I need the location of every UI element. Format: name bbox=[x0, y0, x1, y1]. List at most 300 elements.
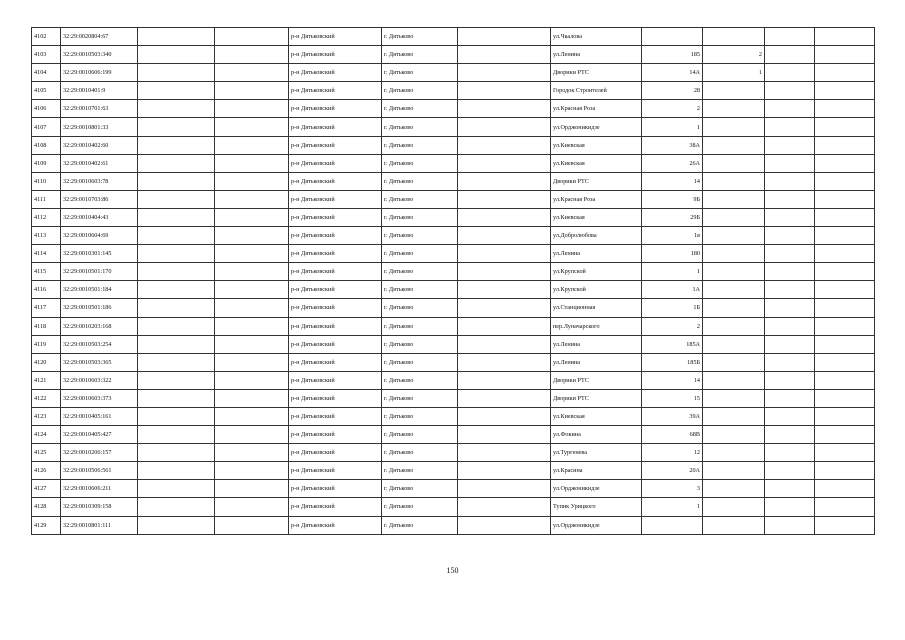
table-cell bbox=[765, 245, 815, 263]
table-cell: 1 bbox=[642, 263, 703, 281]
table-cell: ул.Киевская bbox=[551, 407, 642, 425]
table-cell bbox=[815, 46, 875, 64]
table-row bbox=[32, 498, 875, 516]
table-cell bbox=[138, 28, 215, 46]
table-cell: 4128 bbox=[32, 498, 61, 516]
table-cell: г. Дятьково bbox=[382, 136, 458, 154]
table-cell: 4104 bbox=[32, 64, 61, 82]
table-cell bbox=[138, 444, 215, 462]
table-cell bbox=[215, 335, 289, 353]
table-cell bbox=[703, 480, 765, 498]
table-cell bbox=[703, 317, 765, 335]
table-cell bbox=[765, 100, 815, 118]
table-cell bbox=[215, 407, 289, 425]
table-cell bbox=[703, 516, 765, 534]
table-cell bbox=[215, 227, 289, 245]
table-cell bbox=[765, 64, 815, 82]
table-cell bbox=[215, 462, 289, 480]
table-cell: г. Дятьково bbox=[382, 46, 458, 64]
table-cell bbox=[815, 64, 875, 82]
table-cell bbox=[765, 299, 815, 317]
table-cell bbox=[815, 371, 875, 389]
table-cell bbox=[765, 281, 815, 299]
table-cell: р-н Дятьковский bbox=[289, 263, 382, 281]
table-cell: 2 bbox=[703, 46, 765, 64]
table-cell: г. Дятьково bbox=[382, 227, 458, 245]
table-cell bbox=[765, 407, 815, 425]
table-cell bbox=[138, 82, 215, 100]
table-cell: ул.Орджоникидзе bbox=[551, 516, 642, 534]
table-cell: р-н Дятьковский bbox=[289, 136, 382, 154]
table-cell bbox=[765, 317, 815, 335]
table-cell bbox=[703, 389, 765, 407]
table-cell bbox=[458, 353, 551, 371]
table-cell: ул.Ленина bbox=[551, 46, 642, 64]
table-cell: 32:29:0010404:43 bbox=[61, 208, 138, 226]
table-cell bbox=[215, 498, 289, 516]
table-cell: 4111 bbox=[32, 190, 61, 208]
table-cell bbox=[458, 100, 551, 118]
table-cell bbox=[458, 64, 551, 82]
table-cell bbox=[703, 208, 765, 226]
table-cell: 32:29:0010503:254 bbox=[61, 335, 138, 353]
table-cell: пер.Луначарского bbox=[551, 317, 642, 335]
table-cell: 28 bbox=[642, 82, 703, 100]
table-cell bbox=[458, 227, 551, 245]
table-cell bbox=[815, 407, 875, 425]
table-cell bbox=[765, 371, 815, 389]
table-cell bbox=[215, 299, 289, 317]
table-cell: г. Дятьково bbox=[382, 317, 458, 335]
table-cell bbox=[458, 516, 551, 534]
table-cell: 32:29:0010402:61 bbox=[61, 154, 138, 172]
table-cell: р-н Дятьковский bbox=[289, 353, 382, 371]
table-row bbox=[32, 371, 875, 389]
table-row bbox=[32, 46, 875, 64]
table-cell: 1 bbox=[642, 118, 703, 136]
table-cell: 32:29:0010501:186 bbox=[61, 299, 138, 317]
table-cell: 32:29:0010604:69 bbox=[61, 227, 138, 245]
table-cell bbox=[458, 154, 551, 172]
table-cell bbox=[703, 498, 765, 516]
table-cell bbox=[703, 245, 765, 263]
table-cell: р-н Дятьковский bbox=[289, 100, 382, 118]
table-cell bbox=[458, 46, 551, 64]
table-cell: ул.Красная Роза bbox=[551, 190, 642, 208]
table-cell bbox=[765, 46, 815, 64]
table-cell bbox=[815, 82, 875, 100]
table-cell: ул.Добролюбова bbox=[551, 227, 642, 245]
table-cell: 32:29:0010603:373 bbox=[61, 389, 138, 407]
table-cell: 14 bbox=[642, 172, 703, 190]
table-cell bbox=[815, 172, 875, 190]
table-cell: 32:29:0010801:111 bbox=[61, 516, 138, 534]
table-row bbox=[32, 444, 875, 462]
table-cell bbox=[815, 516, 875, 534]
table-cell bbox=[703, 407, 765, 425]
table-cell bbox=[815, 498, 875, 516]
table-cell bbox=[138, 263, 215, 281]
table-row bbox=[32, 190, 875, 208]
table-cell bbox=[138, 407, 215, 425]
table-cell bbox=[815, 263, 875, 281]
table-cell: ул.Ленина bbox=[551, 353, 642, 371]
table-cell: Дворики РТС bbox=[551, 371, 642, 389]
table-cell: г. Дятьково bbox=[382, 28, 458, 46]
table-cell bbox=[765, 335, 815, 353]
table-cell: 15 bbox=[642, 389, 703, 407]
table-cell: 12 bbox=[642, 444, 703, 462]
table-cell bbox=[815, 245, 875, 263]
table-cell bbox=[765, 444, 815, 462]
table-cell: 32:29:0010506:561 bbox=[61, 462, 138, 480]
table-cell bbox=[458, 190, 551, 208]
table-cell bbox=[765, 190, 815, 208]
table-row bbox=[32, 281, 875, 299]
table-cell: 32:29:0010301:145 bbox=[61, 245, 138, 263]
table-cell: г. Дятьково bbox=[382, 480, 458, 498]
table-cell bbox=[703, 299, 765, 317]
table-row bbox=[32, 136, 875, 154]
table-cell bbox=[458, 245, 551, 263]
table-cell: р-н Дятьковский bbox=[289, 317, 382, 335]
table-cell: 29Б bbox=[642, 208, 703, 226]
table-cell bbox=[458, 208, 551, 226]
table-cell: 4113 bbox=[32, 227, 61, 245]
table-cell bbox=[765, 227, 815, 245]
table-cell: 185 bbox=[642, 46, 703, 64]
table-cell: 1Б bbox=[642, 299, 703, 317]
table-cell: ул.Ленина bbox=[551, 335, 642, 353]
table-cell: г. Дятьково bbox=[382, 263, 458, 281]
table-cell: г. Дятьково bbox=[382, 335, 458, 353]
table-cell: ул.Красина bbox=[551, 462, 642, 480]
table-cell: г. Дятьково bbox=[382, 281, 458, 299]
table-cell bbox=[215, 317, 289, 335]
table-cell bbox=[765, 136, 815, 154]
table-cell bbox=[815, 118, 875, 136]
table-cell: ул.Ленина bbox=[551, 245, 642, 263]
table-row bbox=[32, 118, 875, 136]
table-cell bbox=[138, 172, 215, 190]
table-cell bbox=[765, 498, 815, 516]
table-cell: 4127 bbox=[32, 480, 61, 498]
table-cell bbox=[458, 480, 551, 498]
table-cell: 4120 bbox=[32, 353, 61, 371]
table-cell: г. Дятьково bbox=[382, 154, 458, 172]
table-cell: 14А bbox=[642, 64, 703, 82]
table-cell: г. Дятьково bbox=[382, 82, 458, 100]
table-cell bbox=[215, 172, 289, 190]
table-cell: 32:29:0010501:170 bbox=[61, 263, 138, 281]
table-cell bbox=[215, 28, 289, 46]
table-cell bbox=[703, 426, 765, 444]
table-cell bbox=[642, 28, 703, 46]
table-cell bbox=[815, 444, 875, 462]
table-cell bbox=[458, 462, 551, 480]
table-cell bbox=[765, 462, 815, 480]
table-cell: 32:29:0010606:211 bbox=[61, 480, 138, 498]
table-cell bbox=[815, 28, 875, 46]
table-cell bbox=[215, 426, 289, 444]
table-row bbox=[32, 82, 875, 100]
table-cell bbox=[815, 353, 875, 371]
table-cell bbox=[458, 426, 551, 444]
table-cell: 14 bbox=[642, 371, 703, 389]
table-cell: Тупик Урицкого bbox=[551, 498, 642, 516]
table-cell: 4124 bbox=[32, 426, 61, 444]
table-row bbox=[32, 353, 875, 371]
table-cell bbox=[138, 227, 215, 245]
table-cell bbox=[138, 100, 215, 118]
table-cell: г. Дятьково bbox=[382, 462, 458, 480]
table-cell: 1 bbox=[642, 498, 703, 516]
table-cell: 4125 bbox=[32, 444, 61, 462]
table-row bbox=[32, 154, 875, 172]
table-cell bbox=[138, 480, 215, 498]
table-cell: 68В bbox=[642, 426, 703, 444]
table-cell: Дворики РТС bbox=[551, 389, 642, 407]
table-cell: 185Б bbox=[642, 353, 703, 371]
table-cell: ул.Киевская bbox=[551, 136, 642, 154]
table-row bbox=[32, 263, 875, 281]
table-cell bbox=[765, 263, 815, 281]
table-row bbox=[32, 516, 875, 534]
table-cell: р-н Дятьковский bbox=[289, 28, 382, 46]
table-cell bbox=[815, 389, 875, 407]
table-row bbox=[32, 28, 875, 46]
table-cell: р-н Дятьковский bbox=[289, 335, 382, 353]
table-cell: р-н Дятьковский bbox=[289, 516, 382, 534]
table-cell: р-н Дятьковский bbox=[289, 281, 382, 299]
table-row bbox=[32, 462, 875, 480]
table-cell bbox=[765, 480, 815, 498]
table-cell bbox=[703, 154, 765, 172]
table-cell: р-н Дятьковский bbox=[289, 82, 382, 100]
table-cell: ул.Чкалова bbox=[551, 28, 642, 46]
table-cell bbox=[815, 317, 875, 335]
table-cell bbox=[215, 516, 289, 534]
table-cell: 185А bbox=[642, 335, 703, 353]
table-cell bbox=[815, 154, 875, 172]
table-cell bbox=[765, 172, 815, 190]
table-cell: 4117 bbox=[32, 299, 61, 317]
table-cell bbox=[138, 190, 215, 208]
table-cell: 32:29:0010501:184 bbox=[61, 281, 138, 299]
table-cell bbox=[215, 245, 289, 263]
table-cell bbox=[765, 154, 815, 172]
table-cell: Дворики РТС bbox=[551, 64, 642, 82]
table-cell: 9Б bbox=[642, 190, 703, 208]
table-cell: ул.Орджоникидзе bbox=[551, 480, 642, 498]
table-cell: ул.Крупской bbox=[551, 263, 642, 281]
table-cell bbox=[138, 208, 215, 226]
table-row bbox=[32, 245, 875, 263]
table-cell bbox=[815, 462, 875, 480]
table-cell bbox=[458, 335, 551, 353]
table-cell bbox=[703, 462, 765, 480]
table-cell: 32:29:0010405:161 bbox=[61, 407, 138, 425]
table-cell: 4114 bbox=[32, 245, 61, 263]
register-rows bbox=[32, 28, 875, 535]
table-cell bbox=[765, 208, 815, 226]
register-table bbox=[31, 27, 875, 535]
table-cell: ул.Киевская bbox=[551, 208, 642, 226]
table-cell: р-н Дятьковский bbox=[289, 498, 382, 516]
table-cell bbox=[215, 82, 289, 100]
table-cell bbox=[765, 28, 815, 46]
table-cell bbox=[703, 82, 765, 100]
table-cell bbox=[215, 118, 289, 136]
table-cell: г. Дятьково bbox=[382, 389, 458, 407]
table-cell: 1 bbox=[703, 64, 765, 82]
table-cell bbox=[138, 136, 215, 154]
table-cell: 2 bbox=[642, 100, 703, 118]
table-cell bbox=[815, 426, 875, 444]
table-cell: 32:29:0010606:199 bbox=[61, 64, 138, 82]
table-cell: 4110 bbox=[32, 172, 61, 190]
table-cell bbox=[703, 227, 765, 245]
table-cell bbox=[815, 480, 875, 498]
table-cell bbox=[458, 172, 551, 190]
table-cell: р-н Дятьковский bbox=[289, 426, 382, 444]
table-cell: г. Дятьково bbox=[382, 245, 458, 263]
table-cell bbox=[458, 444, 551, 462]
table-cell: р-н Дятьковский bbox=[289, 118, 382, 136]
table-cell bbox=[138, 462, 215, 480]
table-cell bbox=[138, 353, 215, 371]
table-cell bbox=[642, 516, 703, 534]
table-row bbox=[32, 317, 875, 335]
table-cell: 38А bbox=[642, 136, 703, 154]
table-cell bbox=[815, 136, 875, 154]
table-cell: р-н Дятьковский bbox=[289, 371, 382, 389]
table-cell bbox=[215, 263, 289, 281]
table-cell bbox=[458, 82, 551, 100]
table-cell: 32:29:0010701:63 bbox=[61, 100, 138, 118]
table-cell: 4103 bbox=[32, 46, 61, 64]
table-cell bbox=[458, 407, 551, 425]
table-cell: 4107 bbox=[32, 118, 61, 136]
table-cell bbox=[138, 389, 215, 407]
table-cell: 3 bbox=[642, 480, 703, 498]
table-cell: 32:29:0010503:340 bbox=[61, 46, 138, 64]
table-cell: ул.Фокина bbox=[551, 426, 642, 444]
table-cell: 4123 bbox=[32, 407, 61, 425]
table-cell: 32:29:0010503:365 bbox=[61, 353, 138, 371]
table-cell bbox=[815, 335, 875, 353]
table-cell: 4102 bbox=[32, 28, 61, 46]
table-cell: р-н Дятьковский bbox=[289, 46, 382, 64]
table-cell: 1А bbox=[642, 281, 703, 299]
table-cell: г. Дятьково bbox=[382, 100, 458, 118]
table-cell bbox=[765, 389, 815, 407]
table-cell: 4106 bbox=[32, 100, 61, 118]
table-cell: р-н Дятьковский bbox=[289, 208, 382, 226]
table-cell: 32:29:0010206:157 bbox=[61, 444, 138, 462]
table-cell bbox=[458, 371, 551, 389]
table-cell bbox=[215, 208, 289, 226]
table-cell: р-н Дятьковский bbox=[289, 462, 382, 480]
table-cell bbox=[138, 154, 215, 172]
table-cell: 4109 bbox=[32, 154, 61, 172]
table-cell bbox=[815, 100, 875, 118]
table-cell: 4118 bbox=[32, 317, 61, 335]
table-cell bbox=[215, 136, 289, 154]
table-cell: 39А bbox=[642, 407, 703, 425]
table-cell bbox=[215, 46, 289, 64]
table-cell bbox=[215, 353, 289, 371]
table-cell: 4119 bbox=[32, 335, 61, 353]
table-cell bbox=[215, 444, 289, 462]
table-cell: 32:29:0010401:9 bbox=[61, 82, 138, 100]
table-cell bbox=[215, 371, 289, 389]
table-cell bbox=[138, 335, 215, 353]
table-row bbox=[32, 64, 875, 82]
table-cell: р-н Дятьковский bbox=[289, 299, 382, 317]
table-cell bbox=[703, 118, 765, 136]
table-cell bbox=[765, 516, 815, 534]
table-cell bbox=[703, 263, 765, 281]
table-cell: р-н Дятьковский bbox=[289, 389, 382, 407]
table-cell: г. Дятьково bbox=[382, 118, 458, 136]
table-cell: 180 bbox=[642, 245, 703, 263]
table-cell: 4108 bbox=[32, 136, 61, 154]
table-cell: г. Дятьково bbox=[382, 64, 458, 82]
table-cell: 26А bbox=[642, 154, 703, 172]
table-cell bbox=[138, 299, 215, 317]
table-cell: 4121 bbox=[32, 371, 61, 389]
table-cell: ул.Станционная bbox=[551, 299, 642, 317]
table-row bbox=[32, 100, 875, 118]
table-cell bbox=[458, 118, 551, 136]
table-cell bbox=[703, 371, 765, 389]
table-cell: 4105 bbox=[32, 82, 61, 100]
table-cell: 1в bbox=[642, 227, 703, 245]
table-cell: 32:29:0010402:60 bbox=[61, 136, 138, 154]
table-cell: р-н Дятьковский bbox=[289, 444, 382, 462]
table-cell bbox=[815, 208, 875, 226]
table-cell bbox=[458, 263, 551, 281]
table-cell: 32:29:0010603:78 bbox=[61, 172, 138, 190]
table-cell bbox=[815, 299, 875, 317]
table-cell bbox=[703, 172, 765, 190]
table-cell: 32:29:0020804:67 bbox=[61, 28, 138, 46]
table-cell: 4116 bbox=[32, 281, 61, 299]
table-cell: р-н Дятьковский bbox=[289, 64, 382, 82]
table-row bbox=[32, 299, 875, 317]
table-cell bbox=[138, 371, 215, 389]
table-cell bbox=[458, 28, 551, 46]
table-cell: г. Дятьково bbox=[382, 498, 458, 516]
table-row bbox=[32, 480, 875, 498]
table-cell: р-н Дятьковский bbox=[289, 190, 382, 208]
table-cell: 32:29:0010405:427 bbox=[61, 426, 138, 444]
table-row bbox=[32, 335, 875, 353]
table-cell bbox=[215, 100, 289, 118]
table-cell bbox=[703, 444, 765, 462]
table-cell: г. Дятьково bbox=[382, 426, 458, 444]
table-row bbox=[32, 389, 875, 407]
table-cell bbox=[815, 190, 875, 208]
table-cell bbox=[215, 154, 289, 172]
table-cell bbox=[215, 389, 289, 407]
table-row bbox=[32, 227, 875, 245]
table-cell bbox=[215, 64, 289, 82]
table-cell: р-н Дятьковский bbox=[289, 172, 382, 190]
table-cell: г. Дятьково bbox=[382, 516, 458, 534]
table-cell bbox=[458, 498, 551, 516]
